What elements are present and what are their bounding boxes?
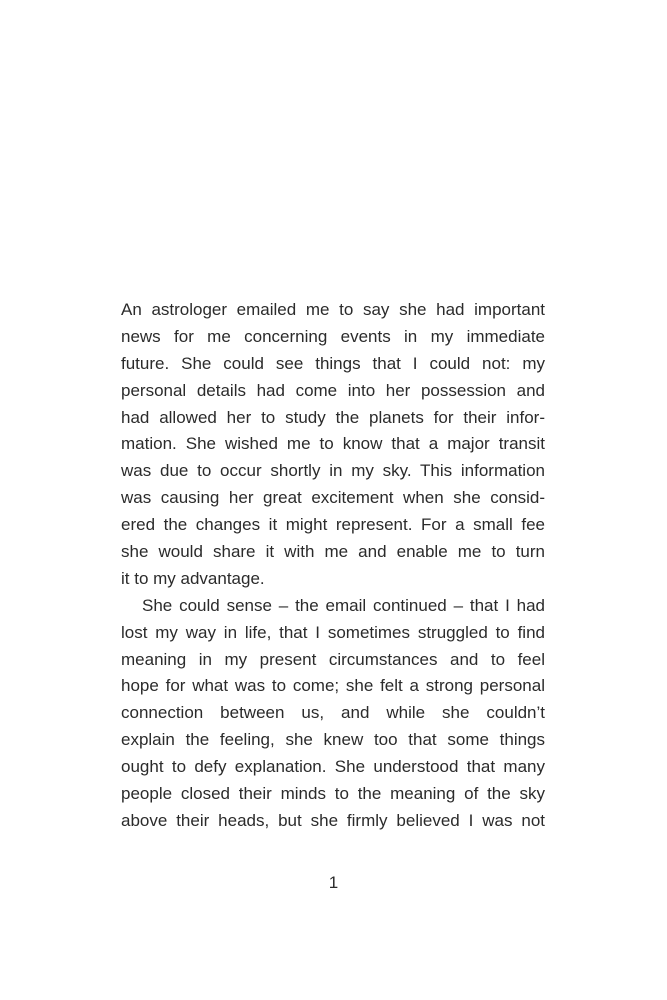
text-line: She could sense – the email continued – that I had <box>142 595 545 615</box>
paragraph-1 <box>121 297 545 593</box>
text-line: ered the changes it might represent. For a small fee <box>121 515 545 535</box>
text-line: connection between us, and while she couldn’t <box>121 703 545 723</box>
text-line: personal details had come into her possession and <box>121 380 545 400</box>
text-line: meaning in my present circumstances and to feel <box>121 649 545 669</box>
text-line: ought to defy explanation. She understood that many <box>121 757 545 777</box>
text-line: above their heads, but she firmly believed I was not <box>121 810 545 830</box>
text-line: An astrologer emailed me to say she had important <box>121 300 545 319</box>
text-line: she would share it with me and enable me to turn <box>121 542 545 562</box>
text-line: news for me concerning events in my immediate <box>121 326 545 346</box>
page-number: 1 <box>328 873 339 892</box>
text-line: it to my advantage. <box>121 568 265 588</box>
text-line: was due to occur shortly in my sky. This information <box>121 461 545 481</box>
text-line: future. She could see things that I could not: my <box>121 353 545 373</box>
paragraph-2 <box>121 593 545 835</box>
text-line: hope for what was to come; she felt a strong personal <box>121 676 545 696</box>
body-text <box>121 297 545 835</box>
text-line: explain the feeling, she knew too that some things <box>121 730 545 750</box>
text-line: was causing her great excitement when she consid- <box>121 488 545 508</box>
text-line: people closed their minds to the meaning of the sky <box>121 784 545 804</box>
text-line: lost my way in life, that I sometimes struggled to find <box>121 622 545 642</box>
text-line: mation. She wished me to know that a major transit <box>121 434 545 454</box>
text-line: had allowed her to study the planets for their infor- <box>121 407 545 427</box>
